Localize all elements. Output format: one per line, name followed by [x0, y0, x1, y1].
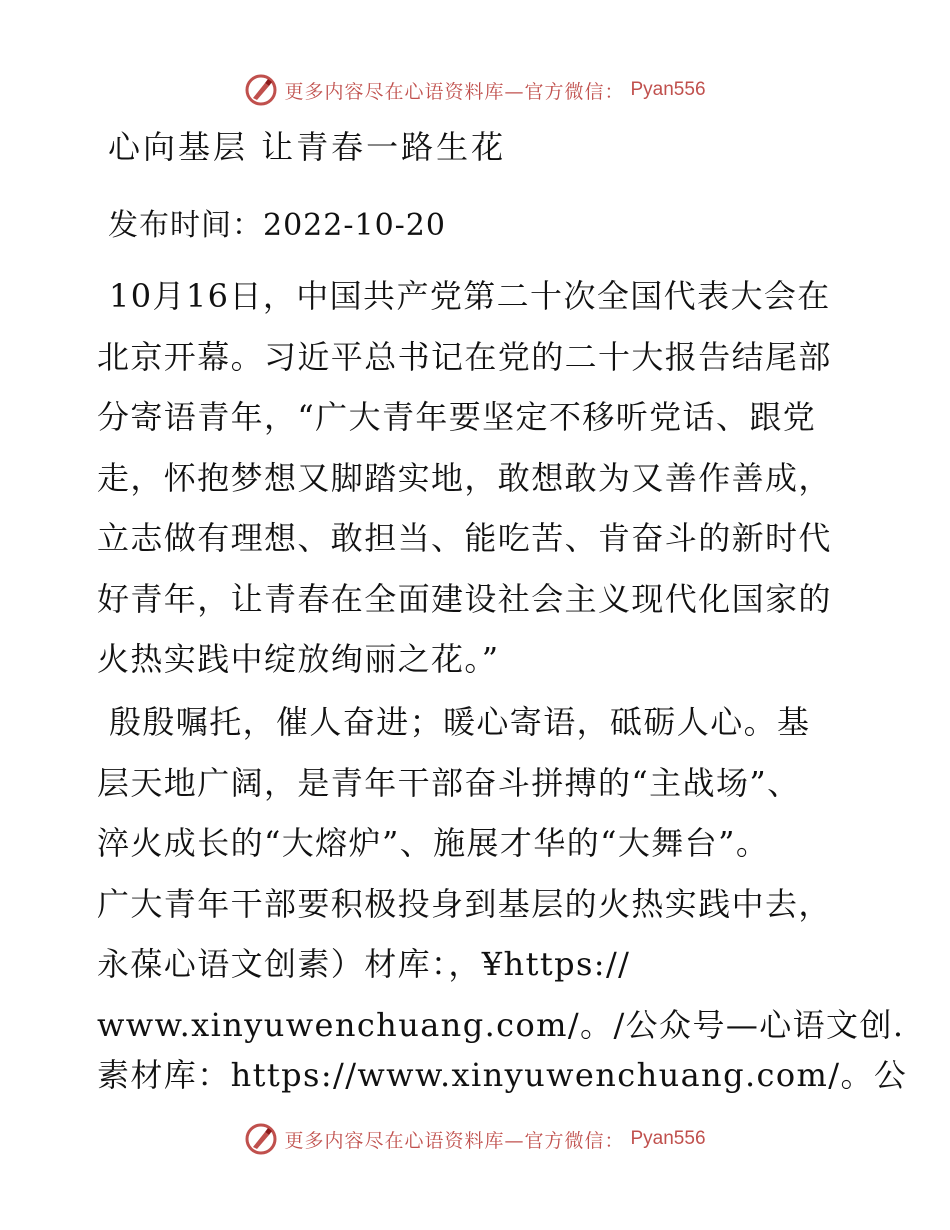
text-line: 走，怀抱梦想又脚踏实地，敢想敢为又善作善成，: [97, 458, 832, 497]
article-title: 心向基层 让青春一路生花: [108, 128, 507, 166]
banner-wechat-id: Pyan556: [630, 79, 706, 100]
banner-text: 更多内容尽在心语资料库—官方微信：: [284, 1129, 625, 1152]
text-line: 火热实践中绽放绚丽之花。”: [97, 640, 500, 678]
text-line: 10月16日，中国共产党第二十次全国代表大会在: [109, 277, 831, 315]
header-banner: [0, 70, 950, 110]
banner-wechat-id: Pyan556: [630, 1128, 706, 1149]
text-line: 好青年，让青春在全面建设社会主义现代化国家的: [97, 579, 832, 618]
pen-in-circle-icon: [244, 73, 278, 107]
text-line: www.xinyuwenchuang.com/。/公众号—心语文创.: [97, 1005, 905, 1044]
text-line: 永葆心语文创素）材库：，¥https://: [97, 945, 631, 983]
text-line: 殷殷嘱托，催人奋进；暖心寄语，砥砺人心。基: [109, 703, 811, 741]
text-line: 层天地广阔，是青年干部奋斗拼搏的“主战场”、: [97, 763, 801, 802]
banner-content: [244, 1122, 705, 1156]
banner-content: [244, 73, 705, 107]
text-line: 淬火成长的“大熔炉”、施展才华的“大舞台”。: [97, 824, 770, 862]
banner-text: 更多内容尽在心语资料库—官方微信：: [284, 80, 625, 103]
publish-date: 发布时间：2022-10-20: [108, 208, 446, 243]
text-line: 素材库：https://www.xinyuwenchuang.com/。公: [97, 1056, 908, 1094]
paragraph-2: [97, 692, 905, 1055]
pen-in-circle-icon: [244, 1122, 278, 1156]
paragraph-3: [97, 1045, 908, 1106]
footer-banner: [0, 1119, 950, 1159]
text-line: 广大青年干部要积极投身到基层的火热实践中去，: [97, 884, 832, 923]
text-line: 分寄语青年，“广大青年要坚定不移听党话、跟党: [97, 398, 817, 436]
text-line: 北京开幕。习近平总书记在党的二十大报告结尾部: [97, 337, 832, 376]
text-line: 立志做有理想、敢担当、能吃苦、肯奋斗的新时代: [97, 519, 832, 557]
paragraph-1: [97, 266, 857, 690]
